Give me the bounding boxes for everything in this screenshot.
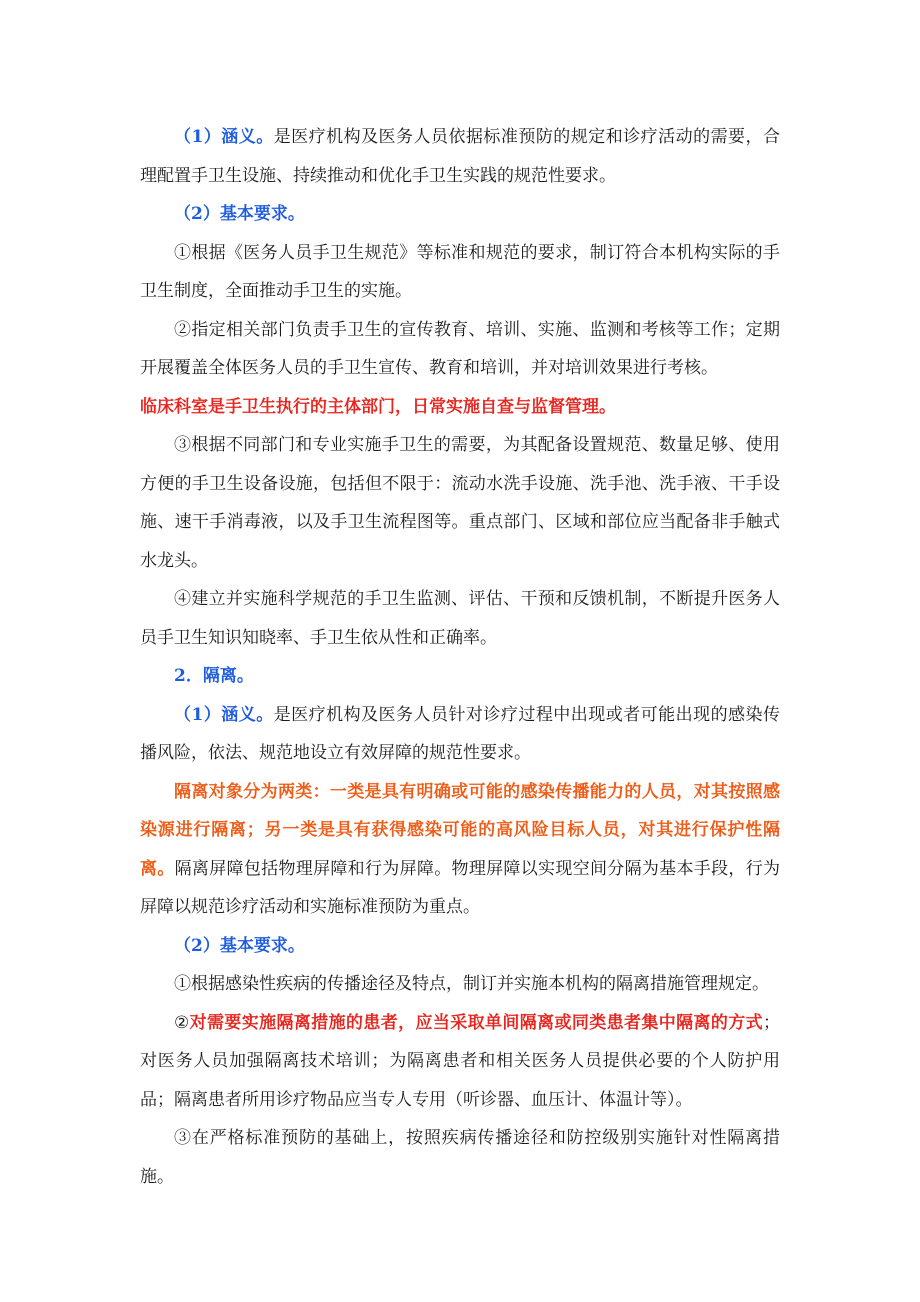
- paragraph-text: ④建立并实施科学规范的手卫生监测、评估、干预和反馈机制，不断提升医务人员手卫生知识知晓率、手卫生依从性和正确率。: [140, 589, 780, 648]
- paragraph-isolation-requirement-2: [140, 1004, 780, 1120]
- paragraph-hand-hygiene-definition: [140, 118, 780, 195]
- paragraph-requirement-4: [140, 580, 780, 657]
- paragraph-requirement-3: [140, 426, 780, 580]
- section-heading: （1）涵义。: [174, 127, 274, 147]
- paragraph-text: 隔离屏障包括物理屏障和行为屏障。物理屏障以实现空间分隔为基本手段，行为屏障以规范诊疗活动和实施标准预防为重点。: [140, 858, 781, 917]
- emphasis-text: 临床科室是手卫生执行的主体部门，日常实施自查与监督管理。: [140, 396, 616, 417]
- paragraph-isolation-definition: [140, 696, 780, 773]
- paragraph-text: 是医疗机构及医务人员依据标准预防的规定和诊疗活动的需要，合理配置手卫生设施、持续推动和优化手卫生实践的规范性要求。: [140, 127, 780, 186]
- paragraph-isolation-targets: [140, 773, 780, 927]
- paragraph-requirement-2: [140, 311, 780, 388]
- paragraph-clinical-department-emphasis: [140, 388, 780, 427]
- paragraph-text: ①根据感染性疾病的传播途径及特点，制订并实施本机构的隔离措施管理规定。: [174, 974, 769, 994]
- paragraph-text: 是医疗机构及医务人员针对诊疗过程中出现或者可能出现的感染传播风险，依法、规范地设立有效屏障的规范性要求。: [140, 704, 780, 763]
- paragraph-text: ③根据不同部门和专业实施手卫生的需要，为其配备设置规范、数量足够、使用方便的手卫生设备设施，包括但不限于：流动水洗手设施、洗手池、洗手液、干手设施、速干手消毒液，以及手卫生流程图等。重点部门、区域和部位应当配备非手触式水龙头。: [140, 435, 780, 571]
- paragraph-basic-requirements-heading: [140, 195, 780, 234]
- paragraph-text: ②指定相关部门负责手卫生的宣传教育、培训、实施、监测和考核等工作；定期开展覆盖全体医务人员的手卫生宣传、教育和培训，并对培训效果进行考核。: [140, 319, 780, 378]
- paragraph-text: ①根据《医务人员手卫生规范》等标准和规范的要求，制订符合本机构实际的手卫生制度，全面推动手卫生的实施。: [140, 242, 780, 301]
- document-body: [140, 118, 780, 1196]
- section-heading: （2）基本要求。: [174, 935, 305, 956]
- section-heading: （2）基本要求。: [174, 204, 305, 224]
- paragraph-text: ③在严格标准预防的基础上，按照疾病传播途径和防控级别实施针对性隔离措施。: [140, 1128, 780, 1187]
- section-heading: 2．隔离。: [174, 666, 254, 686]
- paragraph-isolation-requirements-heading: [140, 927, 780, 966]
- section-heading: （1）涵义。: [174, 704, 274, 725]
- paragraph-isolation-heading: [140, 657, 780, 696]
- paragraph-isolation-requirement-3: [140, 1119, 780, 1196]
- paragraph-requirement-1: [140, 234, 780, 311]
- emphasis-text: 对需要实施隔离措施的患者，应当采取单间隔离或同类患者集中隔离的方式: [189, 1012, 763, 1033]
- emphasis-text: 隔离对象分为两类：一类是具有明确或可能的感染传播能力的人员，对其按照感染源进行隔离；另一类是具有获得感染可能的高风险目标人员，对其进行保护性隔离。: [140, 781, 780, 879]
- list-marker: ②: [174, 1012, 190, 1033]
- paragraph-text: ；对医务人员加强隔离技术培训；为隔离患者和相关医务人员提供必要的个人防护用品；隔离患者所用诊疗物品应当专人专用（听诊器、血压计、体温计等）。: [140, 1012, 780, 1110]
- paragraph-isolation-requirement-1: [140, 965, 780, 1004]
